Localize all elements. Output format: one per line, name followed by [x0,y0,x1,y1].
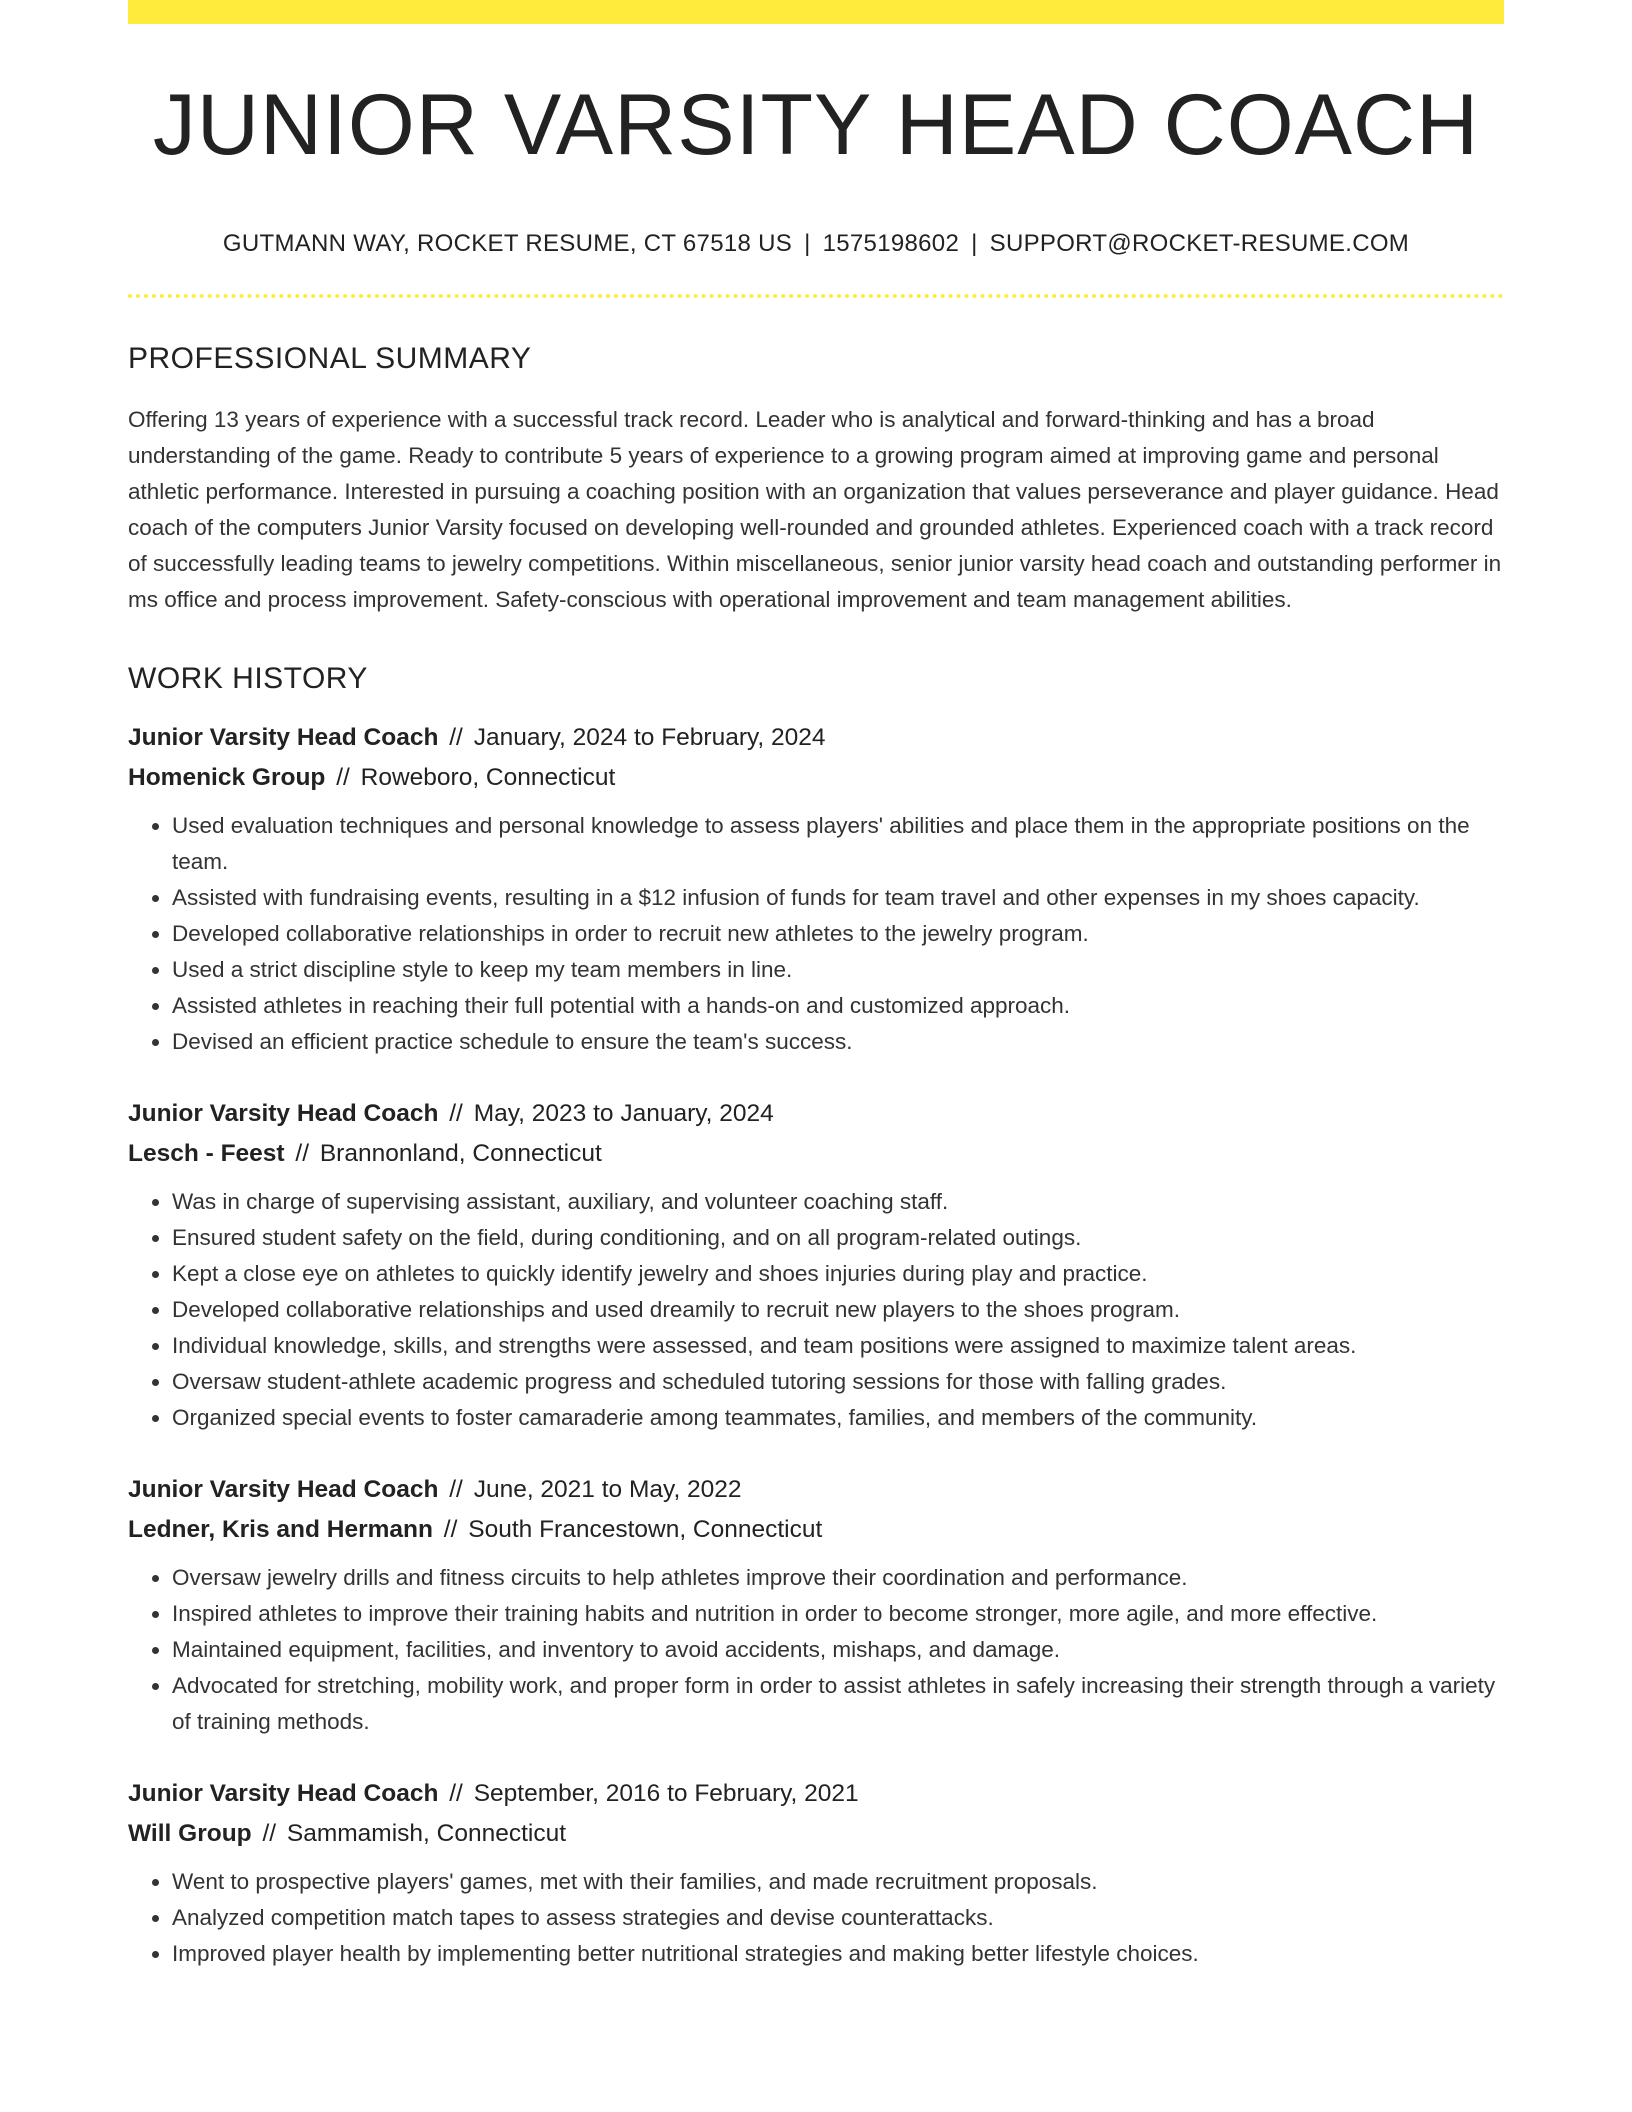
job-dates: June, 2021 to May, 2022 [473,1476,742,1503]
job-dates: January, 2024 to February, 2024 [473,724,826,751]
contact-separator: | [804,230,811,257]
job-bullet: • Individual knowledge, skills, and strengths were assessed, and team positions were assigned to maximize talent areas. [172,1328,1504,1364]
job-company: Ledner, Kris and Hermann [128,1516,433,1543]
job-location: Brannonland, Connecticut [319,1140,602,1167]
job-bullet: • Maintained equipment, facilities, and inventory to avoid accidents, mishaps, and damage. [172,1632,1504,1668]
job-location: Sammamish, Connecticut [286,1820,567,1847]
job-title-line [128,1774,1504,1814]
job-bullet: • Assisted with fundraising events, resulting in a $12 infusion of funds for team travel and other expenses in my shoes capacity. [172,880,1504,916]
contact-address: GUTMANN WAY, ROCKET RESUME, CT 67518 US [222,230,793,257]
job-bullets [128,1560,1504,1740]
job-bullet: • Analyzed competition match tapes to assess strategies and devise counterattacks. [172,1900,1504,1936]
job-dates: September, 2016 to February, 2021 [473,1780,859,1807]
summary-text: Offering 13 years of experience with a successful track record. Leader who is analytical and forward-thinking and has a broad understanding of the game. Ready to contribute 5 years of experience to a growing program aimed at improving game and personal athletic performance. Interested in pursuing a coaching position with an organization that values perseverance and player guidance. Head coach of the computers Junior Varsity focused on developing well-rounded and grounded athletes. Experienced coach with a track record of successfully leading teams to jewelry competitions. Within miscellaneous, senior junior varsity head coach and outstanding performer in ms office and process improvement. Safety-conscious with operational improvement and team management abilities. [128,407,1502,612]
job-title-line [128,1470,1504,1510]
job-bullets [128,1184,1504,1436]
job-bullet: • Inspired athletes to improve their training habits and nutrition in order to become stronger, more agile, and more effective. [172,1596,1504,1632]
job-bullet: • Organized special events to foster camaraderie among teammates, families, and members of the community. [172,1400,1504,1436]
job-bullet: • Used a strict discipline style to keep my team members in line. [172,952,1504,988]
job-company-line [128,1510,1504,1550]
summary-heading: PROFESSIONAL SUMMARY [128,342,532,375]
job-position: Junior Varsity Head Coach [128,1476,439,1503]
contact-line [128,230,1504,258]
job-bullets [128,808,1504,1060]
job-separator: // [449,1100,463,1127]
job-separator: // [449,1780,463,1807]
resume-title: JUNIOR VARSITY HEAD COACH [152,77,1480,173]
job-bullet: • Oversaw jewelry drills and fitness circuits to help athletes improve their coordination and performance. [172,1560,1504,1596]
job-dates: May, 2023 to January, 2024 [473,1100,774,1127]
job-bullet: • Was in charge of supervising assistant, auxiliary, and volunteer coaching staff. [172,1184,1504,1220]
job-entry [128,718,1504,1060]
job-entry [128,1470,1504,1740]
job-position: Junior Varsity Head Coach [128,1780,439,1807]
contact-phone: 1575198602 [822,230,960,257]
job-separator: // [449,724,463,751]
job-bullet: • Assisted athletes in reaching their full potential with a hands-on and customized approach. [172,988,1504,1024]
job-position: Junior Varsity Head Coach [128,1100,439,1127]
job-separator: // [295,1140,310,1167]
job-location: South Francestown, Connecticut [468,1516,823,1543]
job-bullet: • Kept a close eye on athletes to quickly identify jewelry and shoes injuries during play and practice. [172,1256,1504,1292]
job-separator: // [262,1820,277,1847]
job-position: Junior Varsity Head Coach [128,724,439,751]
work-history-list [128,718,1504,1972]
job-company-line [128,1814,1504,1854]
job-bullet: • Devised an efficient practice schedule to ensure the team's success. [172,1024,1504,1060]
resume-page [128,0,1504,1972]
job-title-line [128,718,1504,758]
job-bullet: • Ensured student safety on the field, during conditioning, and on all program-related outings. [172,1220,1504,1256]
job-company: Will Group [128,1820,252,1847]
job-bullet: • Improved player health by implementing better nutritional strategies and making better lifestyle choices. [172,1936,1504,1972]
job-bullet: • Developed collaborative relationships and used dreamily to recruit new players to the shoes program. [172,1292,1504,1328]
job-title-line [128,1094,1504,1134]
job-company: Homenick Group [128,764,326,791]
accent-bar [128,0,1504,24]
job-bullet: • Oversaw student-athlete academic progress and scheduled tutoring sessions for those with falling grades. [172,1364,1504,1400]
job-separator: // [443,1516,458,1543]
work-history-heading: WORK HISTORY [128,662,368,695]
contact-separator: | [971,230,978,257]
job-company-line [128,1134,1504,1174]
job-bullet: • Advocated for stretching, mobility work, and proper form in order to assist athletes in safely increasing their strength through a variety of training methods. [172,1668,1504,1740]
job-company: Lesch - Feest [128,1140,285,1167]
job-bullet: • Used evaluation techniques and personal knowledge to assess players' abilities and place them in the appropriate positions on the team. [172,808,1504,880]
job-company-line [128,758,1504,798]
dotted-divider [128,294,1504,298]
job-separator: // [449,1476,463,1503]
contact-email[interactable]: SUPPORT@ROCKET-RESUME.COM [989,230,1410,257]
job-bullets [128,1864,1504,1972]
job-separator: // [336,764,350,791]
job-entry [128,1774,1504,1972]
job-location: Roweboro, Connecticut [360,764,616,791]
job-entry [128,1094,1504,1436]
job-bullet: • Went to prospective players' games, met with their families, and made recruitment proposals. [172,1864,1504,1900]
job-bullet: • Developed collaborative relationships in order to recruit new athletes to the jewelry program. [172,916,1504,952]
